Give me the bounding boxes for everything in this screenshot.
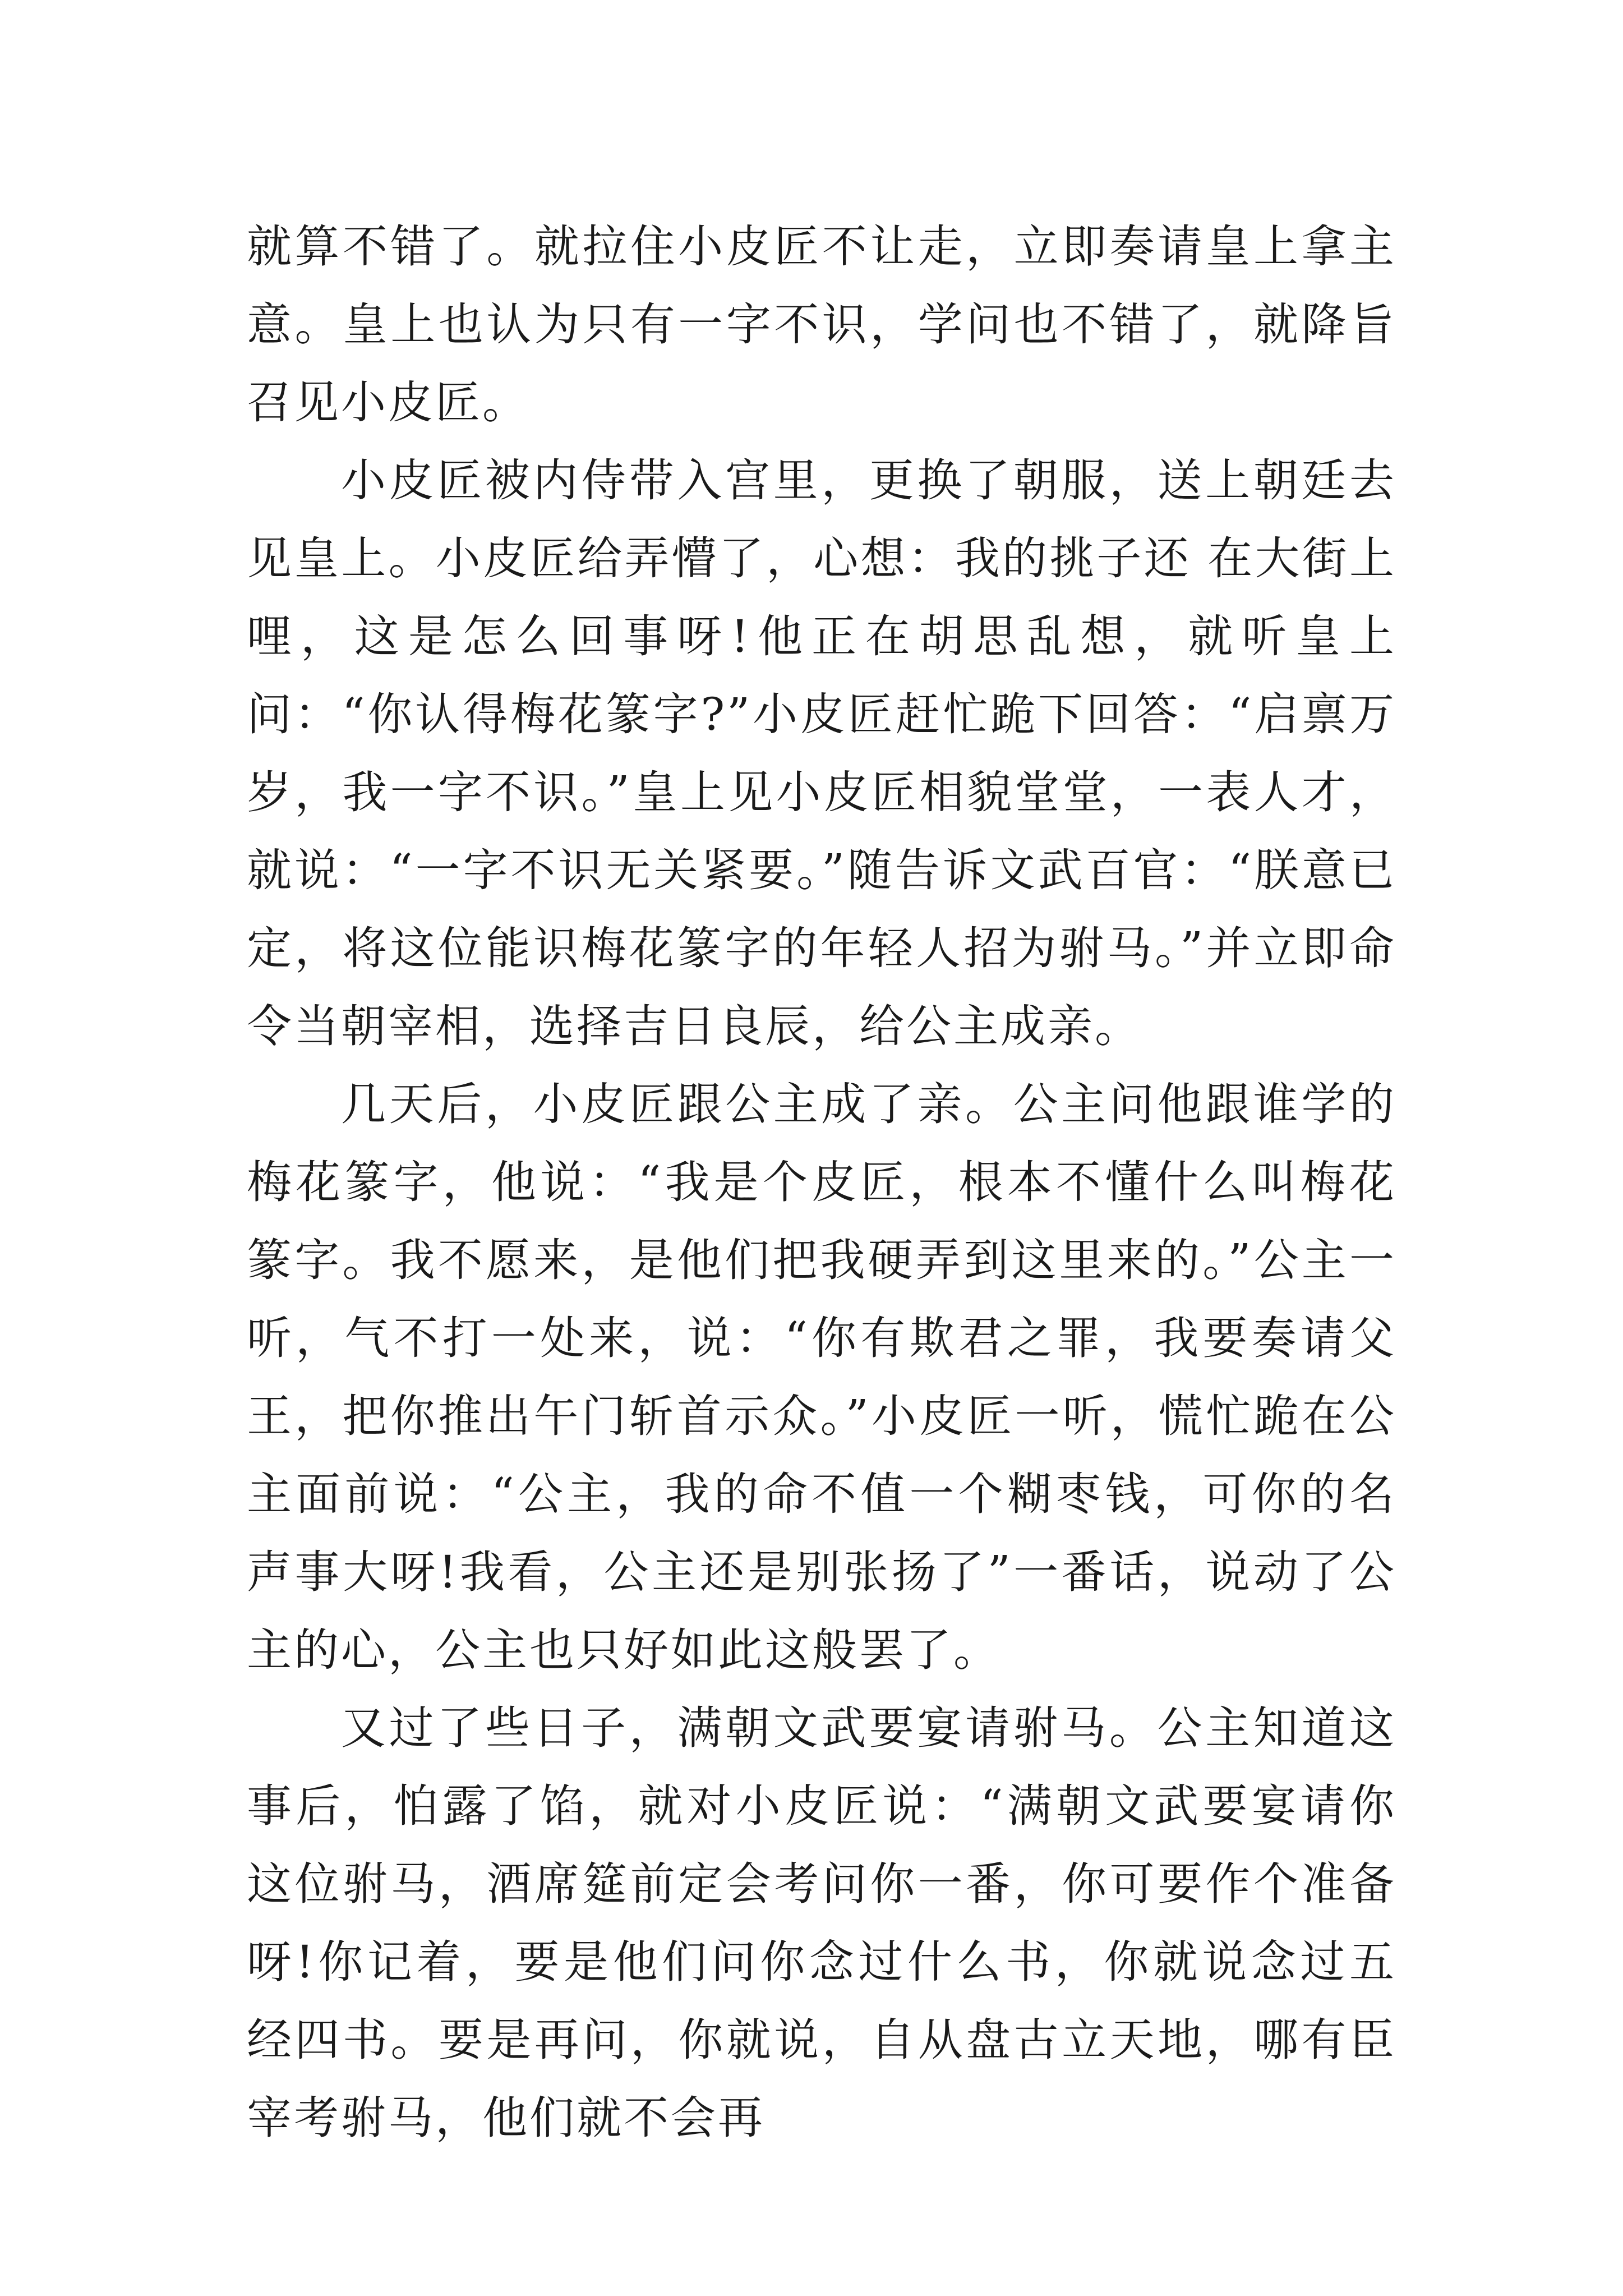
paragraph-1: 就算不错了。就拉住小皮匠不让走，立即奏请皇上拿主意。皇上也认为只有一字不识，学问也不错了，就降旨召见小皮匠。: [247, 220, 1396, 429]
paragraph-2: 小皮匠被内侍带入宫里，更换了朝服，送上朝廷去见皇上。小皮匠给弄懵了，心想：我的挑子还 在大街上哩，这是怎么回事呀!他正在胡思乱想，就听皇上问：“你认得梅花篆字?”小皮匠赶忙跪下回答：“启禀万岁，我一字不识。”皇上见小皮匠相貌堂堂，一表人才，就说：“一字不识无关紧要。”随告诉文武百官：“朕意已定，将这位能识梅花篆字的年轻人招为驸马。”并立即命令当朝宰相，选择吉日良辰，给公主成亲。: [247, 454, 1396, 1052]
paragraph-3: 几天后，小皮匠跟公主成了亲。公主问他跟谁学的梅花篆字，他说：“我是个皮匠，根本不懂什么叫梅花篆字。我不愿来，是他们把我硬弄到这里来的。”公主一听，气不打一处来，说：“你有欺君之罪，我要奏请父王，把你推出午门斩首示众。”小皮匠一听，慌忙跪在公主面前说：“公主，我的命不值一个糊枣钱，可你的名声事大呀!我看，公主还是别张扬了”一番话，说动了公主的心，公主也只好如此这般罢了。: [247, 1078, 1396, 1676]
paragraph-4: 又过了些日子，满朝文武要宴请驸马。公主知道这事后，怕露了馅，就对小皮匠说：“满朝文武要宴请你这位驸马，酒席筵前定会考问你一番，你可要作个准备呀!你记着，要是他们问你念过什么书，你就说念过五经四书。要是再问，你就说，自从盘古立天地，哪有臣宰考驸马，他们就不会再: [247, 1702, 1396, 2144]
document-body: [247, 208, 1396, 2157]
